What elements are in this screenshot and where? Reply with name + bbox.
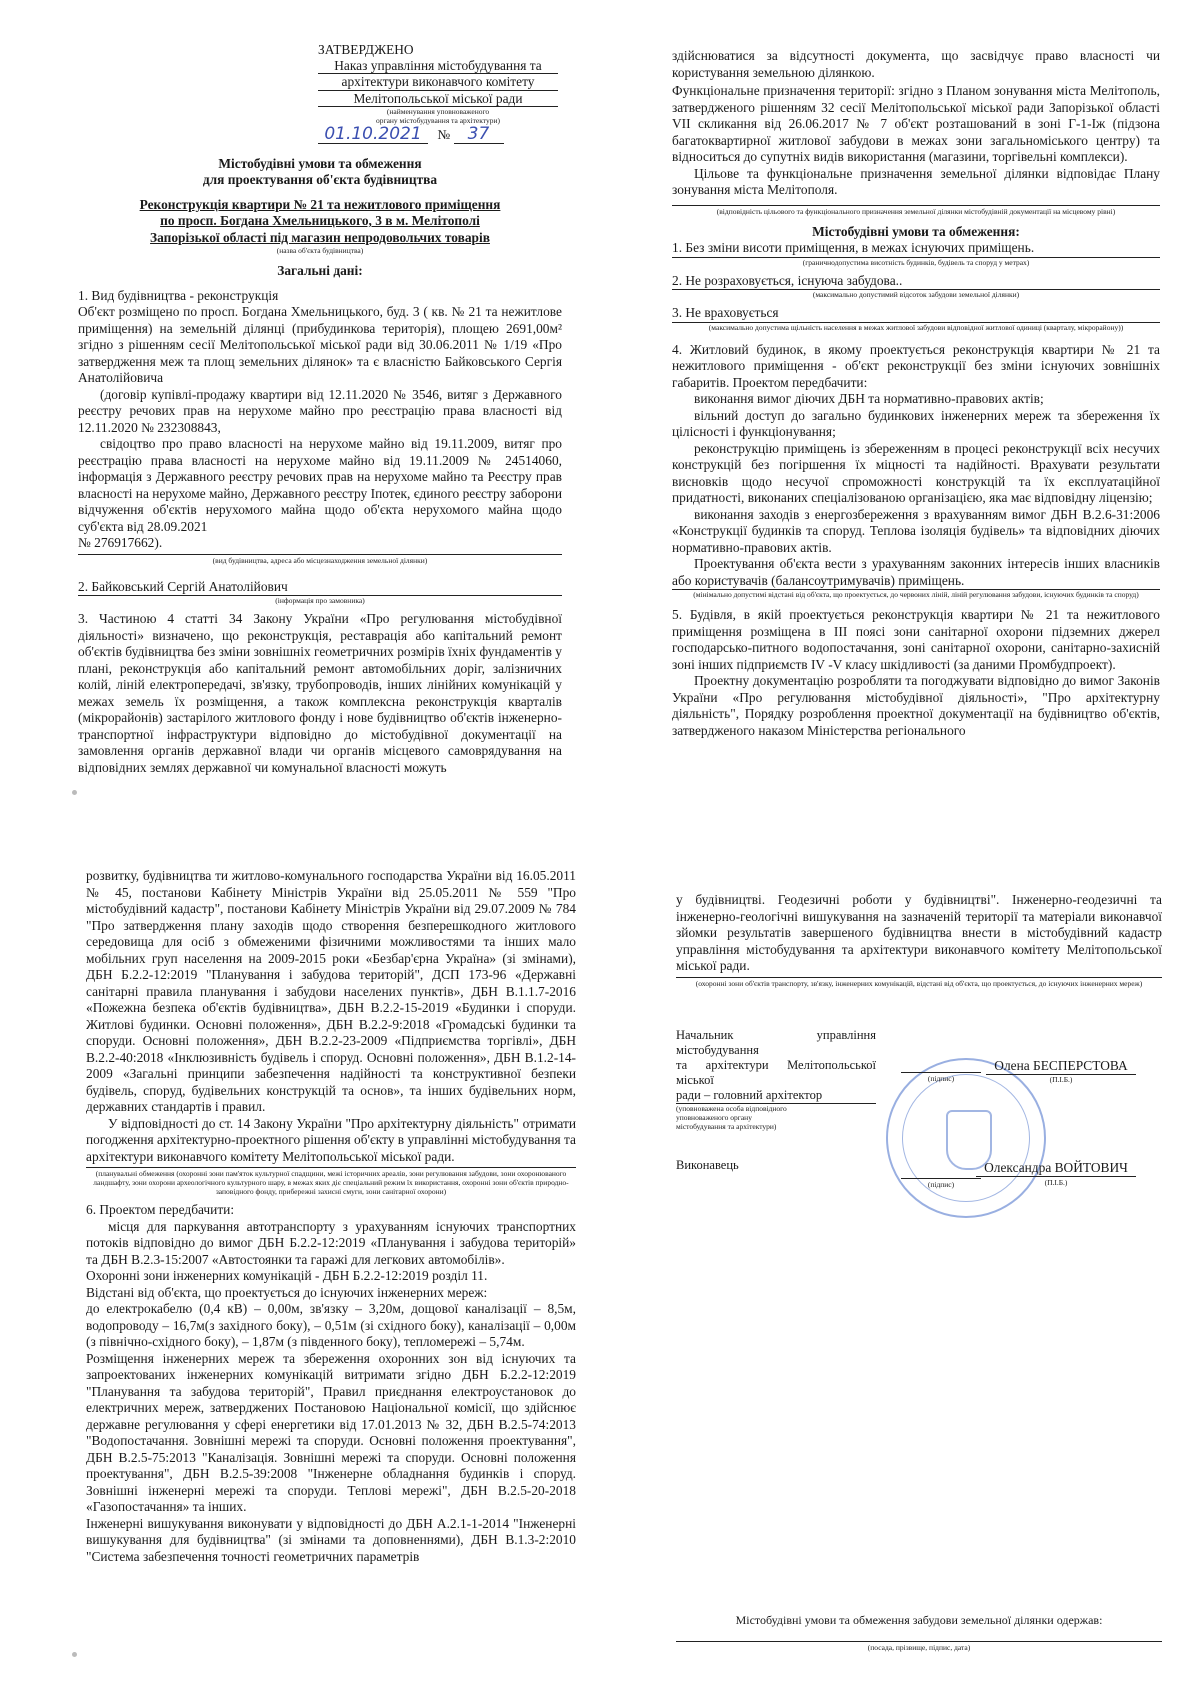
- title-line-2: для проектування об'єкта будівництва: [202, 172, 438, 187]
- head-caption-3: містобудування та архітектури): [676, 1121, 777, 1131]
- order-line-3: Мелітопольської міської ради: [318, 91, 558, 108]
- signature-block: [676, 1028, 1162, 1288]
- architecture-rule: [86, 1167, 576, 1168]
- item-1-text: Об'єкт розміщено по просп. Богдана Хмельницького, буд. 3 ( кв. № 21 та нежитлове приміщення) на земельній ділянці (прибудинкова територія), площею 2691,00м² згідно з рішенням сесії Мелітопольської міської ради від 30.06.2011 № 1/19 «Про затвердження меж та площ земельних ділянок» та є власністю Байковського Сергія Анатолійовича: [78, 304, 562, 385]
- item-6-zones: Охоронні зони інженерних комунікацій - ДБН Б.2.2-12:2019 розділ 11.: [86, 1268, 488, 1283]
- condition-4-reconstruction: реконструкцію приміщень із збереженням в процесі реконструкції всіх несучих конструкцій без погіршення їх міцності та надійності. Врахувати результати висновків щодо несучої спроможності конструкцій та їх експлуатаційної придатності, виконаних спеціалізованою організацією, яка має відповідну ліцензію;: [672, 440, 1160, 505]
- head-line-2: та архітектури Мелітопольської міської: [676, 1057, 876, 1087]
- item-1-heading: 1. Вид будівництва - реконструкція: [78, 287, 279, 303]
- approval-block: [318, 42, 558, 144]
- executor-name: Олександра ВОЙТОВИЧ: [976, 1160, 1136, 1177]
- object-line-3: Запорізької області під магазин непродовольчих товарів: [150, 229, 490, 245]
- head-line-1: Начальник управління містобудування: [676, 1027, 876, 1057]
- order-caption-1: (найменування уповноваженого: [386, 107, 490, 116]
- p2-continuation: здійснюватися за відсутності документа, що засвідчує право власності чи користування земельною ділянкою.: [672, 48, 1160, 80]
- condition-4-dbn: виконання вимог діючих ДБН та нормативно-правових актів;: [694, 391, 1044, 406]
- order-caption-2: органу містобудування та архітектури): [376, 116, 500, 125]
- condition-4-access: вільний доступ до загально будинкових інженерних мереж та збереження їх цілісності і функціонування;: [672, 407, 1160, 439]
- title-line-1: Містобудівні умови та обмеження: [218, 155, 422, 171]
- item-3-text: 3. Частиною 4 статті 34 Закону України «Про регулювання містобудівної діяльності» визначено, що реконструкція, реставрація або капітальний ремонт об'єктів будівництва без зміни зовнішніх геометричних розмірів їхніх фундаментів у плані, реконструкція або капітальний ремонт автомобільних доріг, залізничних колій, ліній електропередачі, зв'язку, трубопроводів, інших лінійних комунікацій у межах земель їх розміщення, а також комплексна реконструкція кварталів (мікрорайонів) застарілого житлового фонду і нове будівництво об'єктів інженерно-транспортної інфраструктури відповідно до містобудівної документації на замовлення органів державної влади чи органів місцевого самоврядування на відповідних землях державної чи комунальної власності можуть: [78, 611, 562, 775]
- receipt-text: Містобудівні умови та обмеження забудови земельної ділянки одержав:: [735, 1613, 1103, 1627]
- head-signature-caption: (підпис): [927, 1073, 955, 1083]
- condition-4-caption: (мінімально допустимі відстані від об'єкта, що проектується, до червоних ліній, ліній регулювання забудови, існуючих будинків та споруд): [693, 590, 1139, 599]
- architecture-approval: У відповідності до ст. 14 Закону України "Про архітектурну діяльність" отримати погодження архітектурно-проектного рішення об'єкту в управлінні містобудування та архітектури виконавчого комітету Мелітопольської міської ради.: [86, 1115, 576, 1164]
- item-6-surveys: Інженерні вишукування виконувати у відповідності до ДБН А.2.1-1-2014 "Інженерні вишукування для будівництва" (зі змінами та доповненнями), ДБН В.1.3-2:2010 "Система забезпечення точності геометричних параметрів: [86, 1515, 576, 1564]
- head-name-caption: (П.І.Б.): [1049, 1074, 1073, 1084]
- head-caption-2: уповноваженого органу: [676, 1112, 752, 1122]
- item-1-rule: [78, 554, 562, 555]
- condition-3-caption: (максимально допустима щільність населення в межах житлової забудови відповідної житлової одиниці (кварталу, мікрорайону)): [708, 322, 1124, 332]
- page-1: [78, 42, 562, 822]
- order-number-label: №: [437, 127, 451, 142]
- scan-speck: [72, 790, 77, 795]
- item-1-caption: (вид будівництва, адреса або місцезнаходження земельної ділянки): [212, 555, 428, 565]
- receipt-block: [676, 1612, 1162, 1652]
- item-1-certificate: свідоцтво про право власності на нерухоме майно від 19.11.2009, витяг про реєстрацію права власності на нерухоме майно від 19.11.2009 № 24514060, інформація з Державного реєстру речових прав на нерухоме майно та Реєстру прав власності на нерухоме майно, Державного реєстру Іпотек, єдиного реєстру заборони відчуження об'єктів нерухомого майна щодо об'єкта нерухомого майна щодо суб'єкта від 28.09.2021: [78, 436, 562, 534]
- condition-4-owners: Проектування об'єкта вести з урахуванням законних інтересів інших власників або користувачів (балансоутримувачів) приміщень.: [672, 556, 1160, 590]
- order-line-1: Наказ управління містобудування та: [318, 58, 558, 75]
- condition-5-text: 5. Будівля, в якій проектується реконструкція квартири № 21 та нежитлового приміщення розміщена в III поясі зони санітарної охорони підземних джерел господарсько-питного водопостачання, зоні санітарної охорони, санітарно-захисній зоні інших підприємств IV -V класу шкідливості (за даними Промбудпроект).: [672, 607, 1160, 672]
- executor-label: Виконавець: [676, 1157, 739, 1172]
- item-6-distances: до електрокабелю (0,4 кВ) – 0,00м, зв'язку – 3,20м, дощової каналізації – 8,5м, водопроводу – 16,7м(з західного боку), – 0,51м (зі східного боку), каналізації – 0,00м (з північно-східного боку), – 1,87м (з південного боку), тепломережі – 5,74м.: [86, 1301, 576, 1349]
- p4-rule: [676, 977, 1162, 978]
- page-2: [672, 48, 1160, 828]
- head-name: Олена БЕСПЕРСТОВА: [986, 1058, 1136, 1075]
- condition-5-documentation: Проектну документацію розробляти та погоджувати відповідно до вимог Законів України «Про регулювання містобудівної діяльності», "Про архітектурну діяльність", Порядку розроблення проектної документації на будівництво об'єктів, затвердженого наказом Міністерства регіонального: [672, 673, 1160, 738]
- item-2-caption: (інформація про замовника): [275, 596, 365, 605]
- order-date-row: [318, 124, 558, 144]
- purpose-compliance: Цільове та функціональне призначення земельної ділянки відповідає Плану зонування міста Мелітополя.: [672, 165, 1160, 197]
- item-6-distances-heading: Відстані від об'єкта, що проектується до існуючих інженерних мереж:: [86, 1284, 488, 1300]
- page-3: [86, 868, 576, 1668]
- purpose-rule: [672, 205, 1160, 206]
- architecture-caption: (планувальні обмеження (охоронні зони пам'яток культурної спадщини, межі історичних ареалів, зони регулювання забудови, зони охоронюваного ландшафту, зони охорони археологічного культурного шару, в межах яких діє спеціальний режим їх використання, охоронні зони об'єктів природно-заповідного фонду, прибережні захисні смуги, зони санітарної охорони): [93, 1169, 569, 1196]
- document-title: [78, 156, 562, 189]
- order-number: 37: [454, 127, 504, 144]
- receipt-caption: (посада, прізвище, підпис, дата): [867, 1642, 971, 1652]
- approved-label: ЗАТВЕРДЖЕНО: [318, 42, 414, 57]
- head-signature-line: [901, 1058, 981, 1073]
- condition-1-caption: (граничнодопустима висотність будинків, будівель та споруд у метрах): [802, 257, 1030, 267]
- head-position: [676, 1028, 876, 1131]
- item-1-contract: (договір купівлі-продажу квартири від 12.11.2020 № 3546, витяг з Державного реєстру речових прав на нерухоме майно про реєстрацію права власності від 12.11.2020 № 232308843,: [78, 386, 562, 435]
- object-line-2: по просп. Богдана Хмельницького, 3 в м. Мелітополі: [160, 213, 480, 228]
- item-6-parking: місця для паркування автотранспорту з урахуванням існуючих транспортних потоків відповідно до вимог ДБН Б.2.2-12:2019 «Планування і забудова територій» та ДБН В.2.3-15:2007 «Автостоянки та гаражі для легкових автомобілів».: [86, 1218, 576, 1267]
- p4-continuation: у будівництві. Геодезичні роботи у будівництві". Інженерно-геодезичні та інженерно-геологічні вишукування на зазначеній території та матеріали виконавчої зйомки результатів завершеного будівництва внести в містобудівний кадастр управління містобудування та архітектури виконавчого комітету Мелітопольської міської ради.: [676, 892, 1162, 973]
- item-2-customer: 2. Байковський Сергій Анатолійович: [78, 579, 562, 597]
- order-date: 01.10.2021: [318, 127, 428, 144]
- executor-name-caption: (П.І.Б.): [1044, 1177, 1068, 1187]
- order-line-2: архітектури виконавчого комітету: [318, 74, 558, 91]
- p3-continuation: розвитку, будівництва ти житлово-комунального господарства України від 16.05.2011 № 45, постанови Кабінету Міністрів України від 25.05.2011 № 559 "Про містобудівний кадастр", постанови Кабінету Міністрів України від 29.07.2009 № 784 "Про затвердження плану заходів щодо створення безперешкодного житлового середовища для осіб з обмеженими фізичними можливостями та інших мало мобільних груп населення на 2009-2015 роки «Безбар'єрна Україна» (зі змінами), ДБН Б.2.2-12:2019 "Планування і забудова територій", ДСП 173-96 «Державні санітарні правила планування і забудови населених пунктів», ДБН В.1.1.7-2016 «Пожежна безпека об'єктів будівництва», ДБН В.2.2-15-2019 «Будинки і споруди. Житлові будинки. Основні положення», ДБН В.2.2-9:2018 «Громадські будинки та споруди. Основні положення», ДБН В.2.2-23-2009 «Підприємства торгівлі», ДБН В.2.2-40:2018 «Інклюзивність будівель і споруд. Основні положення», ДБН В.1.2-14-2009 «Загальні принципи забезпечення надійності та конструктивної безпеки будівель, споруд, будівельних конструкцій та основ», та інших будівельних норм, державних стандартів і правил.: [86, 868, 576, 1114]
- condition-3: 3. Не враховується: [672, 305, 1160, 323]
- condition-1: 1. Без зміни висоти приміщення, в межах існуючих приміщень.: [672, 240, 1160, 258]
- condition-2-caption: (максимально допустимий відсоток забудови земельної ділянки): [812, 290, 1020, 299]
- item-6-heading: 6. Проектом передбачити:: [86, 1202, 235, 1217]
- item-6-networks: Розміщення інженерних мереж та збереження охоронних зон від існуючих та запроектованих інженерних комунікацій витримати згідно ДБН Б.2.2-12:2019 "Планування та забудова територій", Правил приєднання електроустановок до електричних мереж, затверджених Постановою Національної комісії, що здійснює державне регулювання у сфері енергетики від 17.01.2013 № 32, ДБН В.2.5-74:2013 "Водопостачання. Зовнішні мережі та споруди. Основні положення проектування", ДБН В.2.5-75:2013 "Каналізація. Зовнішні мережі та споруди. Основні положення проектування", ДБН В.2.5-39:2008 "Інженерне обладнання будинків і споруд. Зовнішні інженерні мережі та споруди. Теплові мережі", ДБН В.2.5-20-2018 «Газопостачання» та інших.: [86, 1350, 576, 1514]
- head-caption-1: (уповноважена особа відповідного: [676, 1103, 787, 1113]
- general-heading: Загальні дані:: [277, 263, 363, 278]
- object-caption: (назва об'єкта будівництва): [276, 246, 364, 255]
- executor-signature-line: [901, 1168, 981, 1179]
- p4-caption: (охоронні зони об'єктів транспорту, зв'язку, інженерних комунікацій, відстані від об'єкта, що проектується, до існуючих інженерних мереж): [695, 978, 1143, 988]
- conditions-heading: Містобудівні умови та обмеження:: [812, 223, 1020, 239]
- scan-speck: [72, 1652, 77, 1657]
- executor-signature-caption: (підпис): [927, 1179, 955, 1189]
- purpose-caption: (відповідність цільового та функціонального призначення земельної ділянки містобудівній документації на місцевому рівні): [716, 206, 1116, 216]
- head-line-3: ради – головний архітектор: [676, 1088, 876, 1104]
- condition-4-energy: виконання заходів з енергозбереження з врахуванням вимог ДБН В.2.6-31:2006 «Конструкції будинків та споруд. Теплова ізоляція будівель» та відповідних діючих нормативно-правових актів.: [672, 506, 1160, 555]
- object-line-1: Реконструкція квартири № 21 та нежитлового приміщення: [139, 196, 501, 212]
- condition-4-text: 4. Житловий будинок, в якому проектується реконструкція квартири № 21 та нежитлового приміщення - об'єкт реконструкції без зміни існуючих зовнішніх габаритів. Проектом передбачити:: [672, 341, 1160, 390]
- functional-purpose: Функціональне призначення території: згідно з Планом зонування міста Мелітополь, затвердженого рішенням 32 сесії Мелітопольської міської ради Запорізької області VII скликання від 26.06.2017 № 7 об'єкт розташований в зоні Г-1-Іж (підзона багатоквартирної житлової забудови в межах зони загальноміського центру) та відноситься до супутніх видів використання (магазини, торгівельні комплекси).: [672, 83, 1160, 164]
- page-4: [676, 892, 1162, 1672]
- item-1-number: № 276917662).: [78, 535, 163, 550]
- condition-2: 2. Не розраховується, існуюча забудова..: [672, 273, 1160, 291]
- object-name: [78, 197, 562, 256]
- receipt-rule: [676, 1641, 1162, 1642]
